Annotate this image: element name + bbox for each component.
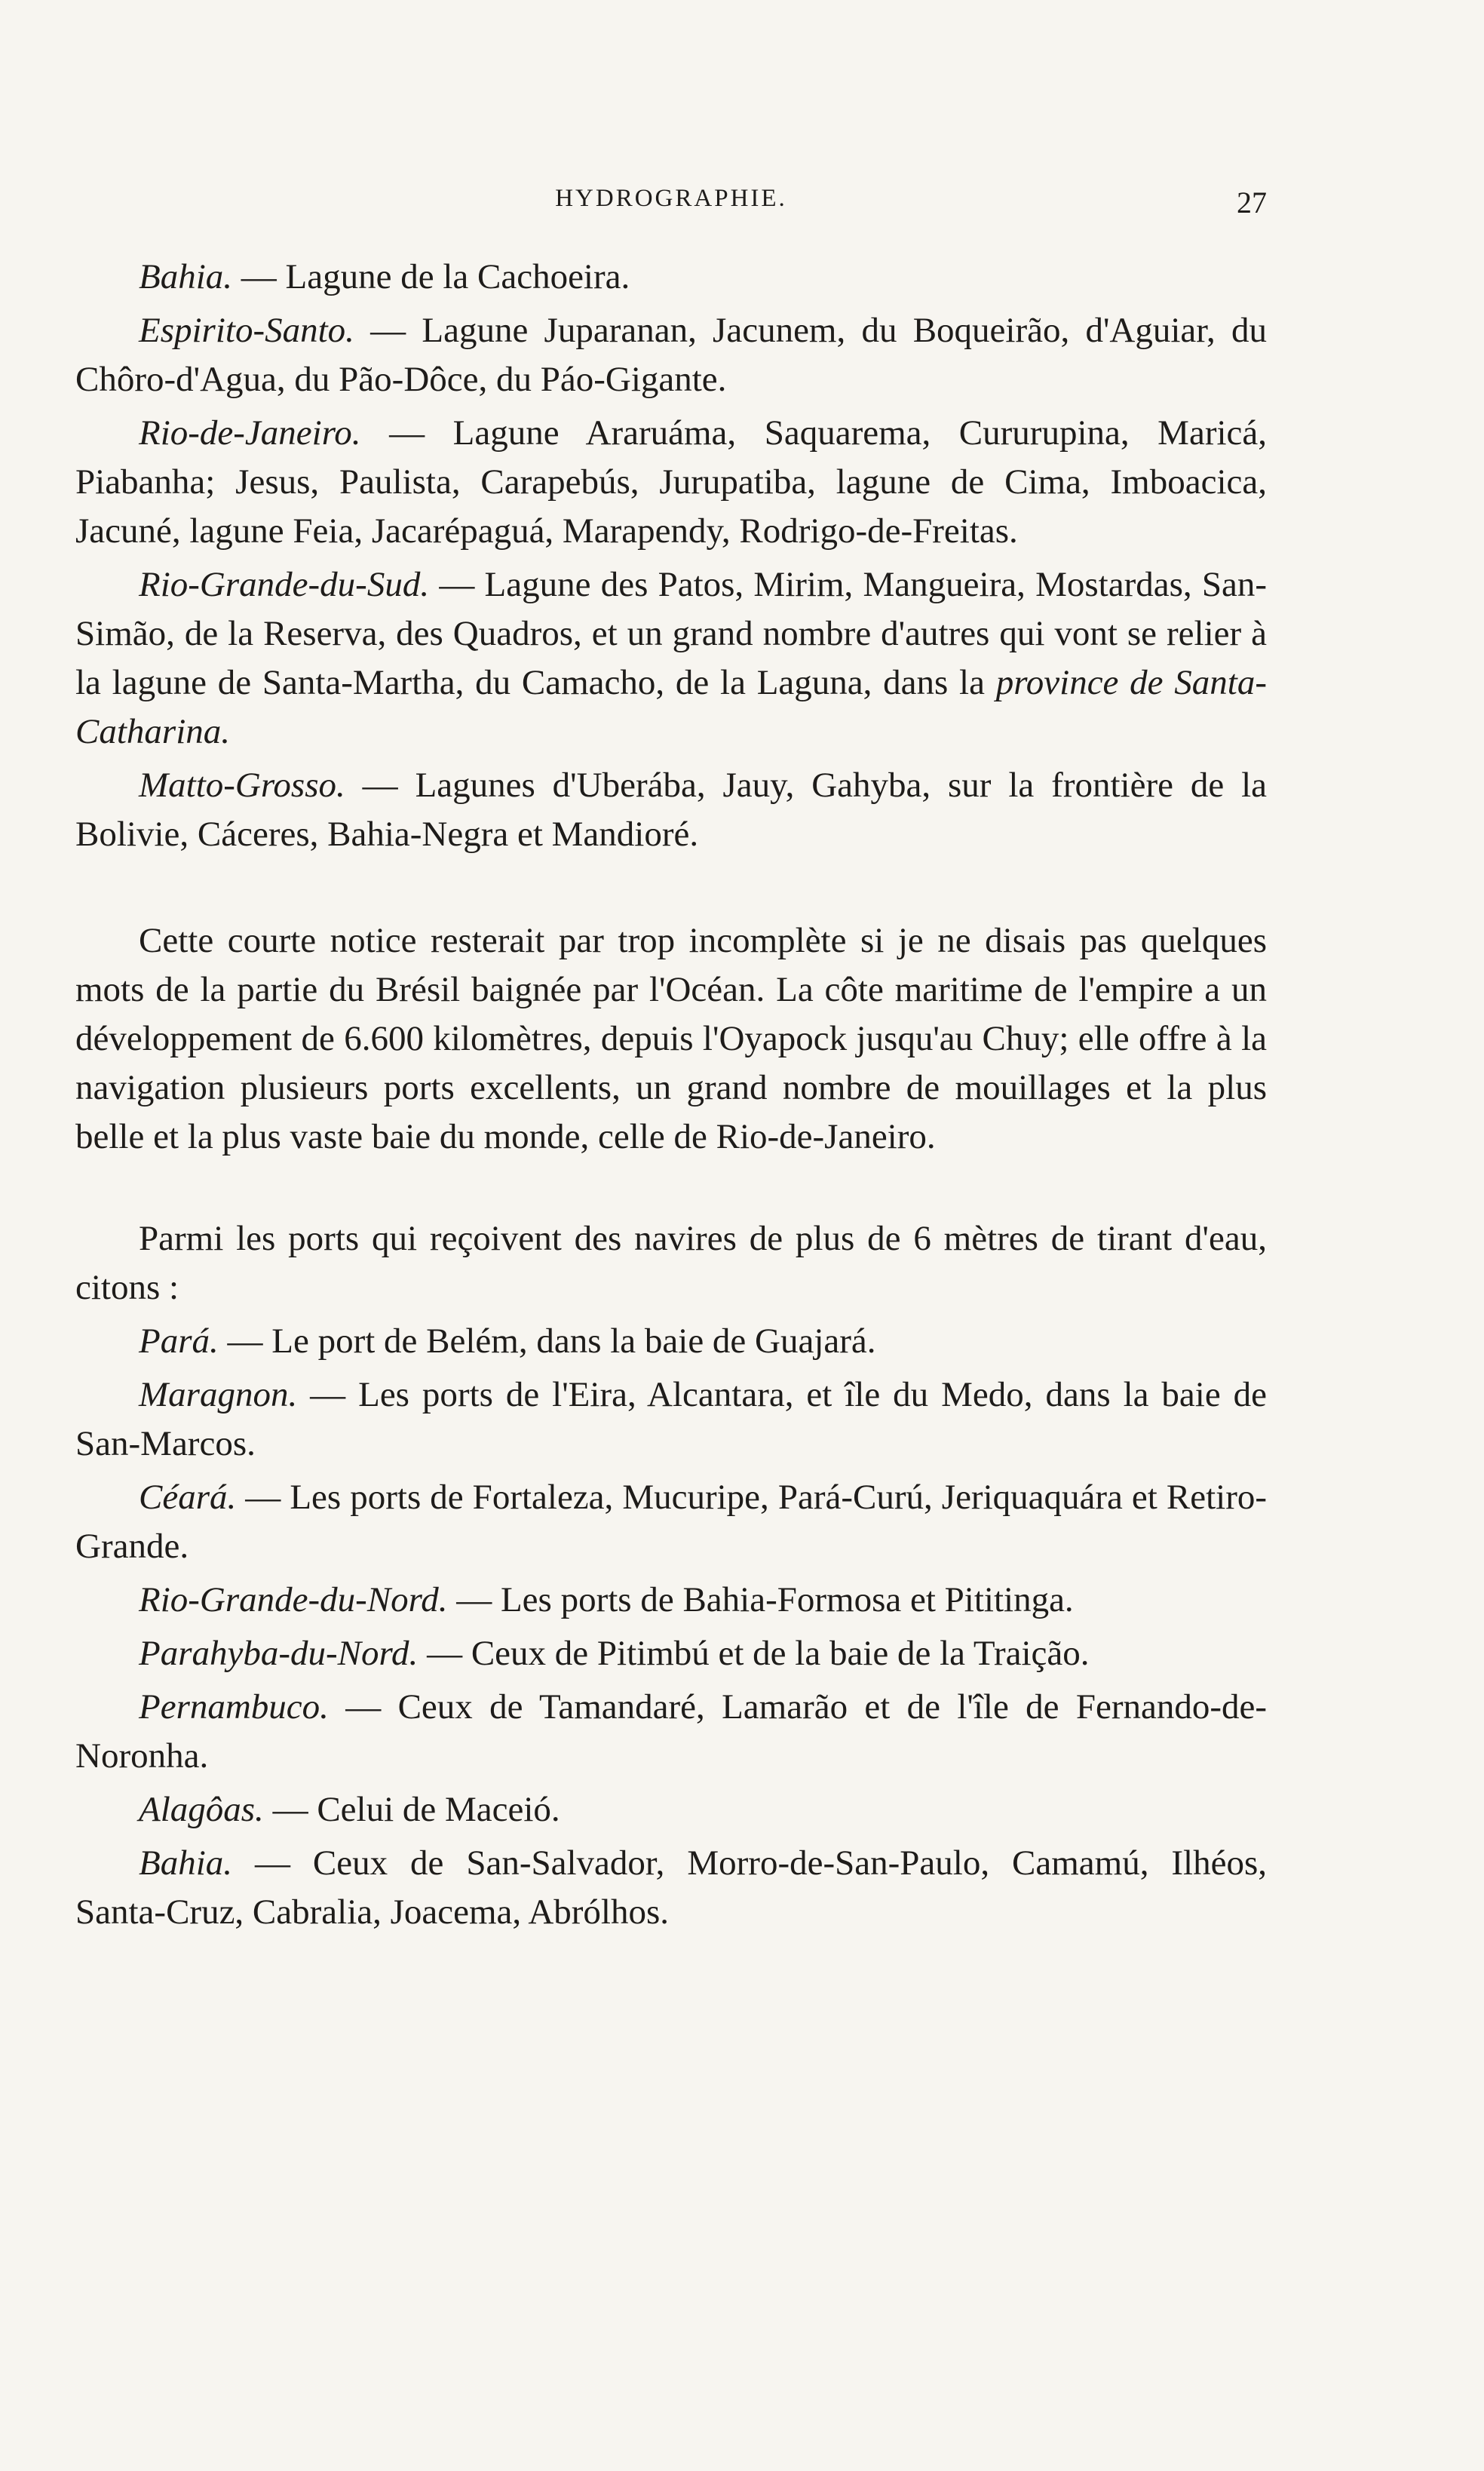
entry-text: Lagune Juparanan, Jacunem, du Boqueirão, d'Aguiar, du Chôro-d'Agua, du Pão-Dôce, du Páo-Gigante. bbox=[75, 311, 1268, 399]
entry-text: Ceux de Pitimbú et de la baie de la Traição. bbox=[471, 1634, 1090, 1673]
port-entry: Pernambuco. — Ceux de Tamandaré, Lamarão et de l'île de Fernando-de-Noronha. bbox=[75, 1687, 1268, 1776]
place-name: Maragnon. bbox=[139, 1375, 298, 1414]
page-body bbox=[75, 253, 1267, 1942]
page-number: 27 bbox=[1237, 186, 1267, 219]
entry-text: Lagune Araruáma, Saquarema, Cururupina, Maricá, Piabanha; Jesus, Paulista, Carapebús, Jurupatiba, lagune de Cima, Imboacica, Jacuné, lagune Feia, Jacarépaguá, Marapendy, Rodrigo-de-Freitas. bbox=[75, 413, 1268, 551]
entry-text: Ceux de Tamandaré, Lamarão et de l'île de Fernando-de-Noronha. bbox=[75, 1687, 1268, 1776]
place-name: Alagôas. bbox=[139, 1790, 264, 1829]
place-name: Matto-Grosso. bbox=[139, 766, 345, 805]
place-name: Bahia. bbox=[139, 1843, 233, 1883]
coast-paragraph: Cette courte notice resterait par trop incomplète si je ne disais pas quelques mots de la partie du Brésil baignée par l'Océan. La côte maritime de l'empire a un développement de 6.600 kilomètres, depuis l'Oyapock jusqu'au Chuy; elle offre à la navigation plusieurs ports excellents, un grand nombre de mouillages et la plus belle et la plus vaste baie du monde, celle de Rio-de-Janeiro. bbox=[75, 921, 1267, 1156]
page-header bbox=[75, 185, 1267, 219]
section-spacer bbox=[75, 864, 1267, 916]
place-name: Espirito-Santo. bbox=[139, 311, 354, 350]
entry-text: Lagune des Patos, Mirim, Mangueira, Mostardas, San-Simão, de la Reserva, des Quadros, et un grand nombre d'autres qui vont se relier à la lagune de Santa-Martha, du Camacho, de la Laguna, dans la bbox=[75, 565, 1268, 702]
port-entry: Céará. — Les ports de Fortaleza, Mucuripe, Pará-Curú, Jeriquaquára et Retiro-Grande. bbox=[75, 1478, 1268, 1566]
port-entry: Parahyba-du-Nord. — Ceux de Pitimbú et de la baie de la Traição. bbox=[139, 1634, 1090, 1673]
entry-text: Les ports de Fortaleza, Mucuripe, Pará-Curú, Jeriquaquára et Retiro-Grande. bbox=[75, 1478, 1268, 1566]
port-entry: Alagôas. — Celui de Maceió. bbox=[139, 1790, 560, 1829]
lagoon-entry: Matto-Grosso. — Lagunes d'Uberába, Jauy, Gahyba, sur la frontière de la Bolivie, Cáceres, Bahia-Negra et Mandioré. bbox=[75, 766, 1268, 854]
entry-text: Celui de Maceió. bbox=[317, 1790, 560, 1829]
port-entry: Rio-Grande-du-Nord. — Les ports de Bahia-Formosa et Pititinga. bbox=[139, 1580, 1074, 1619]
entry-text: Lagune de la Cachoeira. bbox=[285, 257, 630, 296]
lagoon-entry: Bahia. — Lagune de la Cachoeira. bbox=[139, 257, 630, 296]
entry-text: Lagunes d'Uberába, Jauy, Gahyba, sur la frontière de la Bolivie, Cáceres, Bahia-Negra et Mandioré. bbox=[75, 766, 1268, 854]
lagoon-entry: Rio-Grande-du-Sud. — Lagune des Patos, Mirim, Mangueira, Mostardas, San-Simão, de la Reserva, des Quadros, et un grand nombre d'autres qui vont se relier à la lagune de Santa-Martha, du Camacho, de la Laguna, dans la province de Santa-Catharina. bbox=[75, 565, 1268, 751]
place-name: Pará. bbox=[139, 1321, 219, 1361]
place-name: Rio-Grande-du-Sud. bbox=[139, 565, 430, 604]
entry-text: Ceux de San-Salvador, Morro-de-San-Paulo, Camamú, Ilhéos, Santa-Cruz, Cabralia, Joacema, Abrólhos. bbox=[75, 1843, 1267, 1932]
lagoons-list bbox=[75, 253, 1267, 859]
place-name: Rio-Grande-du-Nord. bbox=[139, 1580, 448, 1619]
section-spacer bbox=[75, 1162, 1267, 1214]
lagoon-entry: Espirito-Santo. — Lagune Juparanan, Jacunem, du Boqueirão, d'Aguiar, du Chôro-d'Agua, du Pão-Dôce, du Páo-Gigante. bbox=[75, 311, 1268, 399]
running-title: HYDROGRAPHIE. bbox=[555, 185, 787, 212]
province-name: province de Santa-Catharina. bbox=[75, 663, 1268, 751]
entry-text: Les ports de l'Eira, Alcantara, et île du Medo, dans la baie de San-Marcos. bbox=[75, 1375, 1268, 1463]
entry-text: Le port de Belém, dans la baie de Guajará. bbox=[271, 1321, 876, 1361]
port-entry: Pará. — Le port de Belém, dans la baie de Guajará. bbox=[139, 1321, 876, 1361]
port-entry: Maragnon. — Les ports de l'Eira, Alcantara, et île du Medo, dans la baie de San-Marcos. bbox=[75, 1375, 1268, 1463]
place-name: Parahyba-du-Nord. bbox=[139, 1634, 419, 1673]
ports-intro: Parmi les ports qui reçoivent des navires de plus de 6 mètres de tirant d'eau, citons : bbox=[75, 1219, 1267, 1307]
place-name: Bahia. bbox=[139, 257, 233, 296]
lagoon-entry: Rio-de-Janeiro. — Lagune Araruáma, Saquarema, Cururupina, Maricá, Piabanha; Jesus, Paulista, Carapebús, Jurupatiba, lagune de Cima, Imboacica, Jacuné, lagune Feia, Jacarépaguá, Marapendy, Rodrigo-de-Freitas. bbox=[75, 413, 1268, 551]
entry-text: Les ports de Bahia-Formosa et Pititinga. bbox=[500, 1580, 1074, 1619]
place-name: Pernambuco. bbox=[139, 1687, 329, 1727]
ports-list bbox=[75, 1317, 1267, 1937]
port-entry: Bahia. — Ceux de San-Salvador, Morro-de-San-Paulo, Camamú, Ilhéos, Santa-Cruz, Cabralia, Joacema, Abrólhos. bbox=[75, 1843, 1267, 1932]
place-name: Rio-de-Janeiro. bbox=[139, 413, 361, 453]
place-name: Céará. bbox=[139, 1478, 237, 1517]
